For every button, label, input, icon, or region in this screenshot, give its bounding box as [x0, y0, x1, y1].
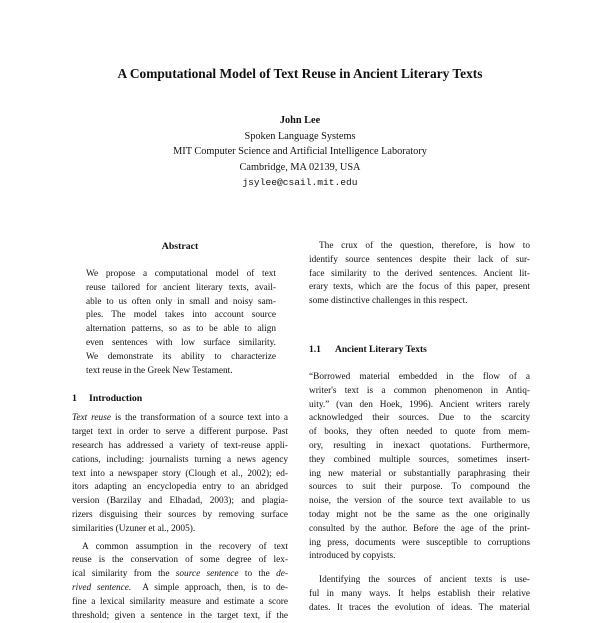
left-column [72, 240, 288, 623]
ancient-line: ing press, documents were susceptible to corruptions [309, 537, 530, 548]
ancient-line: consulted by the author. Before the age of the print- [309, 523, 530, 534]
identify-line: dates. It traces the evolution of ideas. The material [309, 602, 530, 613]
ancient-line: writer's text is a common phenomenon in Antiq- [309, 385, 530, 396]
affiliation-line-1: Spoken Language Systems [244, 130, 356, 142]
ancient-line: uity.” (van den Hoek, 1996). Ancient writers rarely [309, 399, 530, 410]
abstract-line: text reuse in the Greek New Testament. [86, 365, 233, 376]
intro-paragraph-2 [72, 541, 288, 623]
term-source-sentence: source sentence [175, 569, 239, 580]
intro-line: rived sentence. A simple approach, then, is to de- [72, 582, 288, 593]
intro-line: version (Barzilay and Elhadad, 2003); and plagia- [72, 496, 288, 507]
abstract-line: We demonstrate its ability to characterize [86, 351, 276, 362]
paper-title: A Computational Model of Text Reuse in Ancient Literary Texts [117, 66, 483, 81]
crux-line: The crux of the question, therefore, is how to [319, 241, 530, 251]
crux-line: face similarity to the derived sentences. Ancient lit- [309, 268, 530, 279]
section-number: 1 [72, 393, 77, 405]
crux-line: some distinctive challenges in this respect. [309, 296, 468, 307]
right-column [309, 240, 530, 616]
crux-paragraph [309, 240, 530, 309]
abstract-line: We propose a computational model of text [86, 269, 276, 279]
ancient-line: of books, they often needed to quote from mem- [309, 427, 530, 438]
abstract-line: ples. The model takes into account source [86, 310, 276, 321]
crux-line: erary texts, which are the focus of this paper, present [309, 282, 530, 293]
intro-line: research has addressed a variety of text-reuse appli- [72, 440, 288, 451]
subsection-number: 1.1 [309, 344, 321, 355]
term-derived-sentence: rived sentence. [72, 582, 132, 593]
intro-paragraph-1 [72, 412, 288, 536]
ancient-line: “Borrowed material embedded in the flow of a [309, 371, 530, 382]
ancient-line: ing new material or substantially paraphrasing their [309, 468, 530, 479]
ancient-texts-paragraph [309, 371, 530, 564]
ancient-line: noise, the version of the source text available to us [309, 496, 530, 507]
intro-line: ical similarity from the source sentence to the de- [72, 569, 288, 580]
intro-line: cations, including: journalists turning a news agency [72, 454, 288, 465]
identify-line: Identifying the sources of ancient texts is use- [319, 575, 530, 586]
abstract-body [86, 268, 276, 378]
intro-line: itors adapting an encyclopedia entry to an abridged [72, 482, 288, 493]
abstract-heading: Abstract [161, 241, 199, 252]
abstract-line: able to us often only in small and noisy sam- [86, 296, 276, 307]
intro-line: target text in order to serve a different purpose. Past [72, 427, 288, 438]
crux-line: identify source sentences despite their lack of sur- [309, 254, 530, 265]
intro-line: rizers disguising their sources by removing surface [72, 509, 288, 520]
section-heading-introduction [72, 392, 288, 406]
ancient-line: sources to suit their purpose. To compound the [309, 482, 530, 493]
term-derived-part: de- [276, 569, 288, 580]
term-text-reuse: Text reuse [72, 413, 111, 424]
intro-line: reuse is the conservation of some degree of lex- [72, 555, 288, 566]
author-block [0, 113, 600, 191]
abstract-line: reuse tailored for ancient literary texts, avail- [86, 282, 276, 293]
ancient-line: introduced by copyists. [309, 551, 396, 562]
ancient-line: acknowledged their sources. Due to the scarcity [309, 413, 530, 424]
intro-line: Text reuse is the transformation of a source text into a [72, 413, 288, 424]
affiliation-line-2: MIT Computer Science and Artificial Intelligence Laboratory [173, 146, 427, 157]
section-title: Introduction [89, 393, 143, 405]
intro-line: fine a lexical similarity measure and estimate a score [72, 596, 288, 607]
ancient-line: today might not be the same as the one originally [309, 509, 530, 520]
subsection-heading-ancient-literary-texts [309, 343, 530, 357]
ancient-line: ory, resulting in inexact quotations. Furthermore, [309, 440, 530, 451]
affiliation-line-3: Cambridge, MA 02139, USA [239, 161, 361, 173]
author-name: John Lee [279, 115, 321, 126]
identify-line: ful in many ways. It helps establish their relative [309, 588, 530, 599]
identify-paragraph [309, 574, 530, 615]
intro-line: similarities (Uzuner et al., 2005). [72, 523, 196, 534]
subsection-title: Ancient Literary Texts [335, 344, 427, 355]
intro-line: A common assumption in the recovery of text [82, 541, 288, 552]
intro-line: text into a newspaper story (Clough et al., 2002); ed- [72, 468, 288, 479]
author-email: jsylee@csail.mit.edu [242, 177, 358, 188]
abstract-line: even sentences with low surface similarity. [86, 337, 276, 348]
ancient-line: they combined multiple sources, sometimes insert- [309, 454, 530, 465]
abstract-line: alternation patterns, so as to be able to align [86, 324, 276, 335]
intro-line: threshold; given a sentence in the target text, if the [72, 610, 288, 621]
